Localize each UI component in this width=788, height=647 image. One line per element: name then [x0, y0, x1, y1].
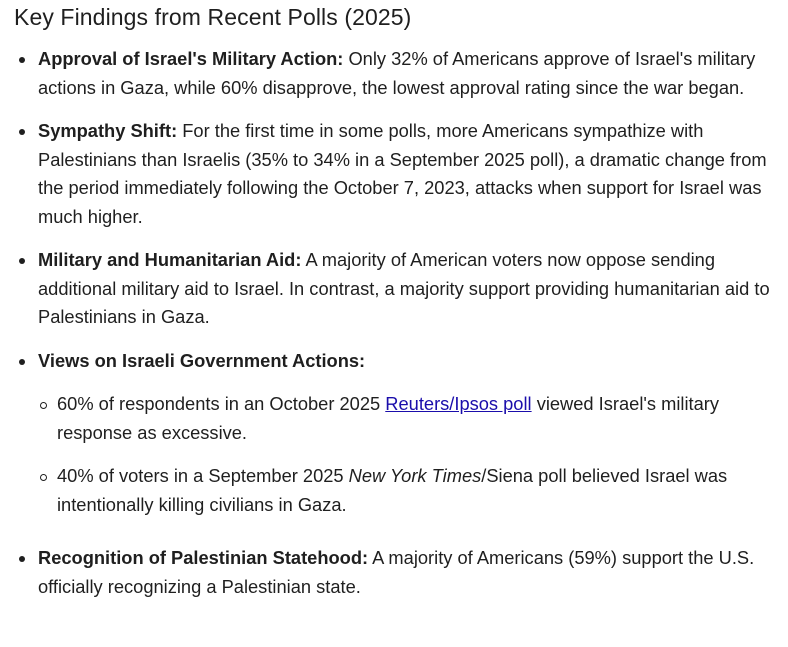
sub-item-nyt	[38, 462, 788, 519]
finding-approval	[14, 45, 788, 102]
finding-text: A majority of Americans (59%) support the U.S. officially recognizing a Palestinian state.	[38, 547, 755, 597]
finding-aid	[14, 246, 788, 332]
publication-name: New York Times	[348, 465, 482, 486]
finding-text: Only 32% of Americans approve of Israel's military actions in Gaza, while 60% disapprove, the lowest approval rating since the war began.	[38, 48, 756, 98]
page-title: Key Findings from Recent Polls (2025)	[14, 4, 412, 30]
findings-list	[14, 45, 788, 601]
sub-text: viewed Israel's military response as excessive.	[57, 393, 719, 443]
finding-statehood	[14, 544, 788, 601]
sub-text: 40% of voters in a September 2025	[57, 465, 349, 486]
finding-label: Views on Israeli Government Actions:	[38, 349, 366, 371]
finding-label: Approval of Israel's Military Action:	[38, 48, 344, 69]
finding-text: For the first time in some polls, more Americans sympathize with Palestinians than Israelis (35% to 34% in a September 2025 poll), a dramatic change from the period immediately following the October 7, 2023, attacks when support for Israel was much higher.	[38, 120, 767, 227]
sub-text: /Siena poll believed Israel was intentionally killing civilians in Gaza.	[57, 465, 728, 515]
finding-label: Sympathy Shift:	[38, 120, 178, 141]
finding-label: Recognition of Palestinian Statehood:	[38, 547, 369, 568]
finding-government-actions	[14, 347, 788, 520]
sub-list	[38, 390, 788, 519]
finding-label: Military and Humanitarian Aid:	[38, 249, 302, 270]
finding-text: A majority of American voters now oppose sending additional military aid to Israel. In contrast, a majority support providing humanitarian aid to Palestinians in Gaza.	[38, 249, 770, 327]
sub-text: 60% of respondents in an October 2025	[57, 393, 386, 414]
sub-item-reuters	[38, 390, 788, 447]
finding-sympathy	[14, 117, 788, 231]
reuters-ipsos-link[interactable]: Reuters/Ipsos poll	[385, 393, 532, 414]
